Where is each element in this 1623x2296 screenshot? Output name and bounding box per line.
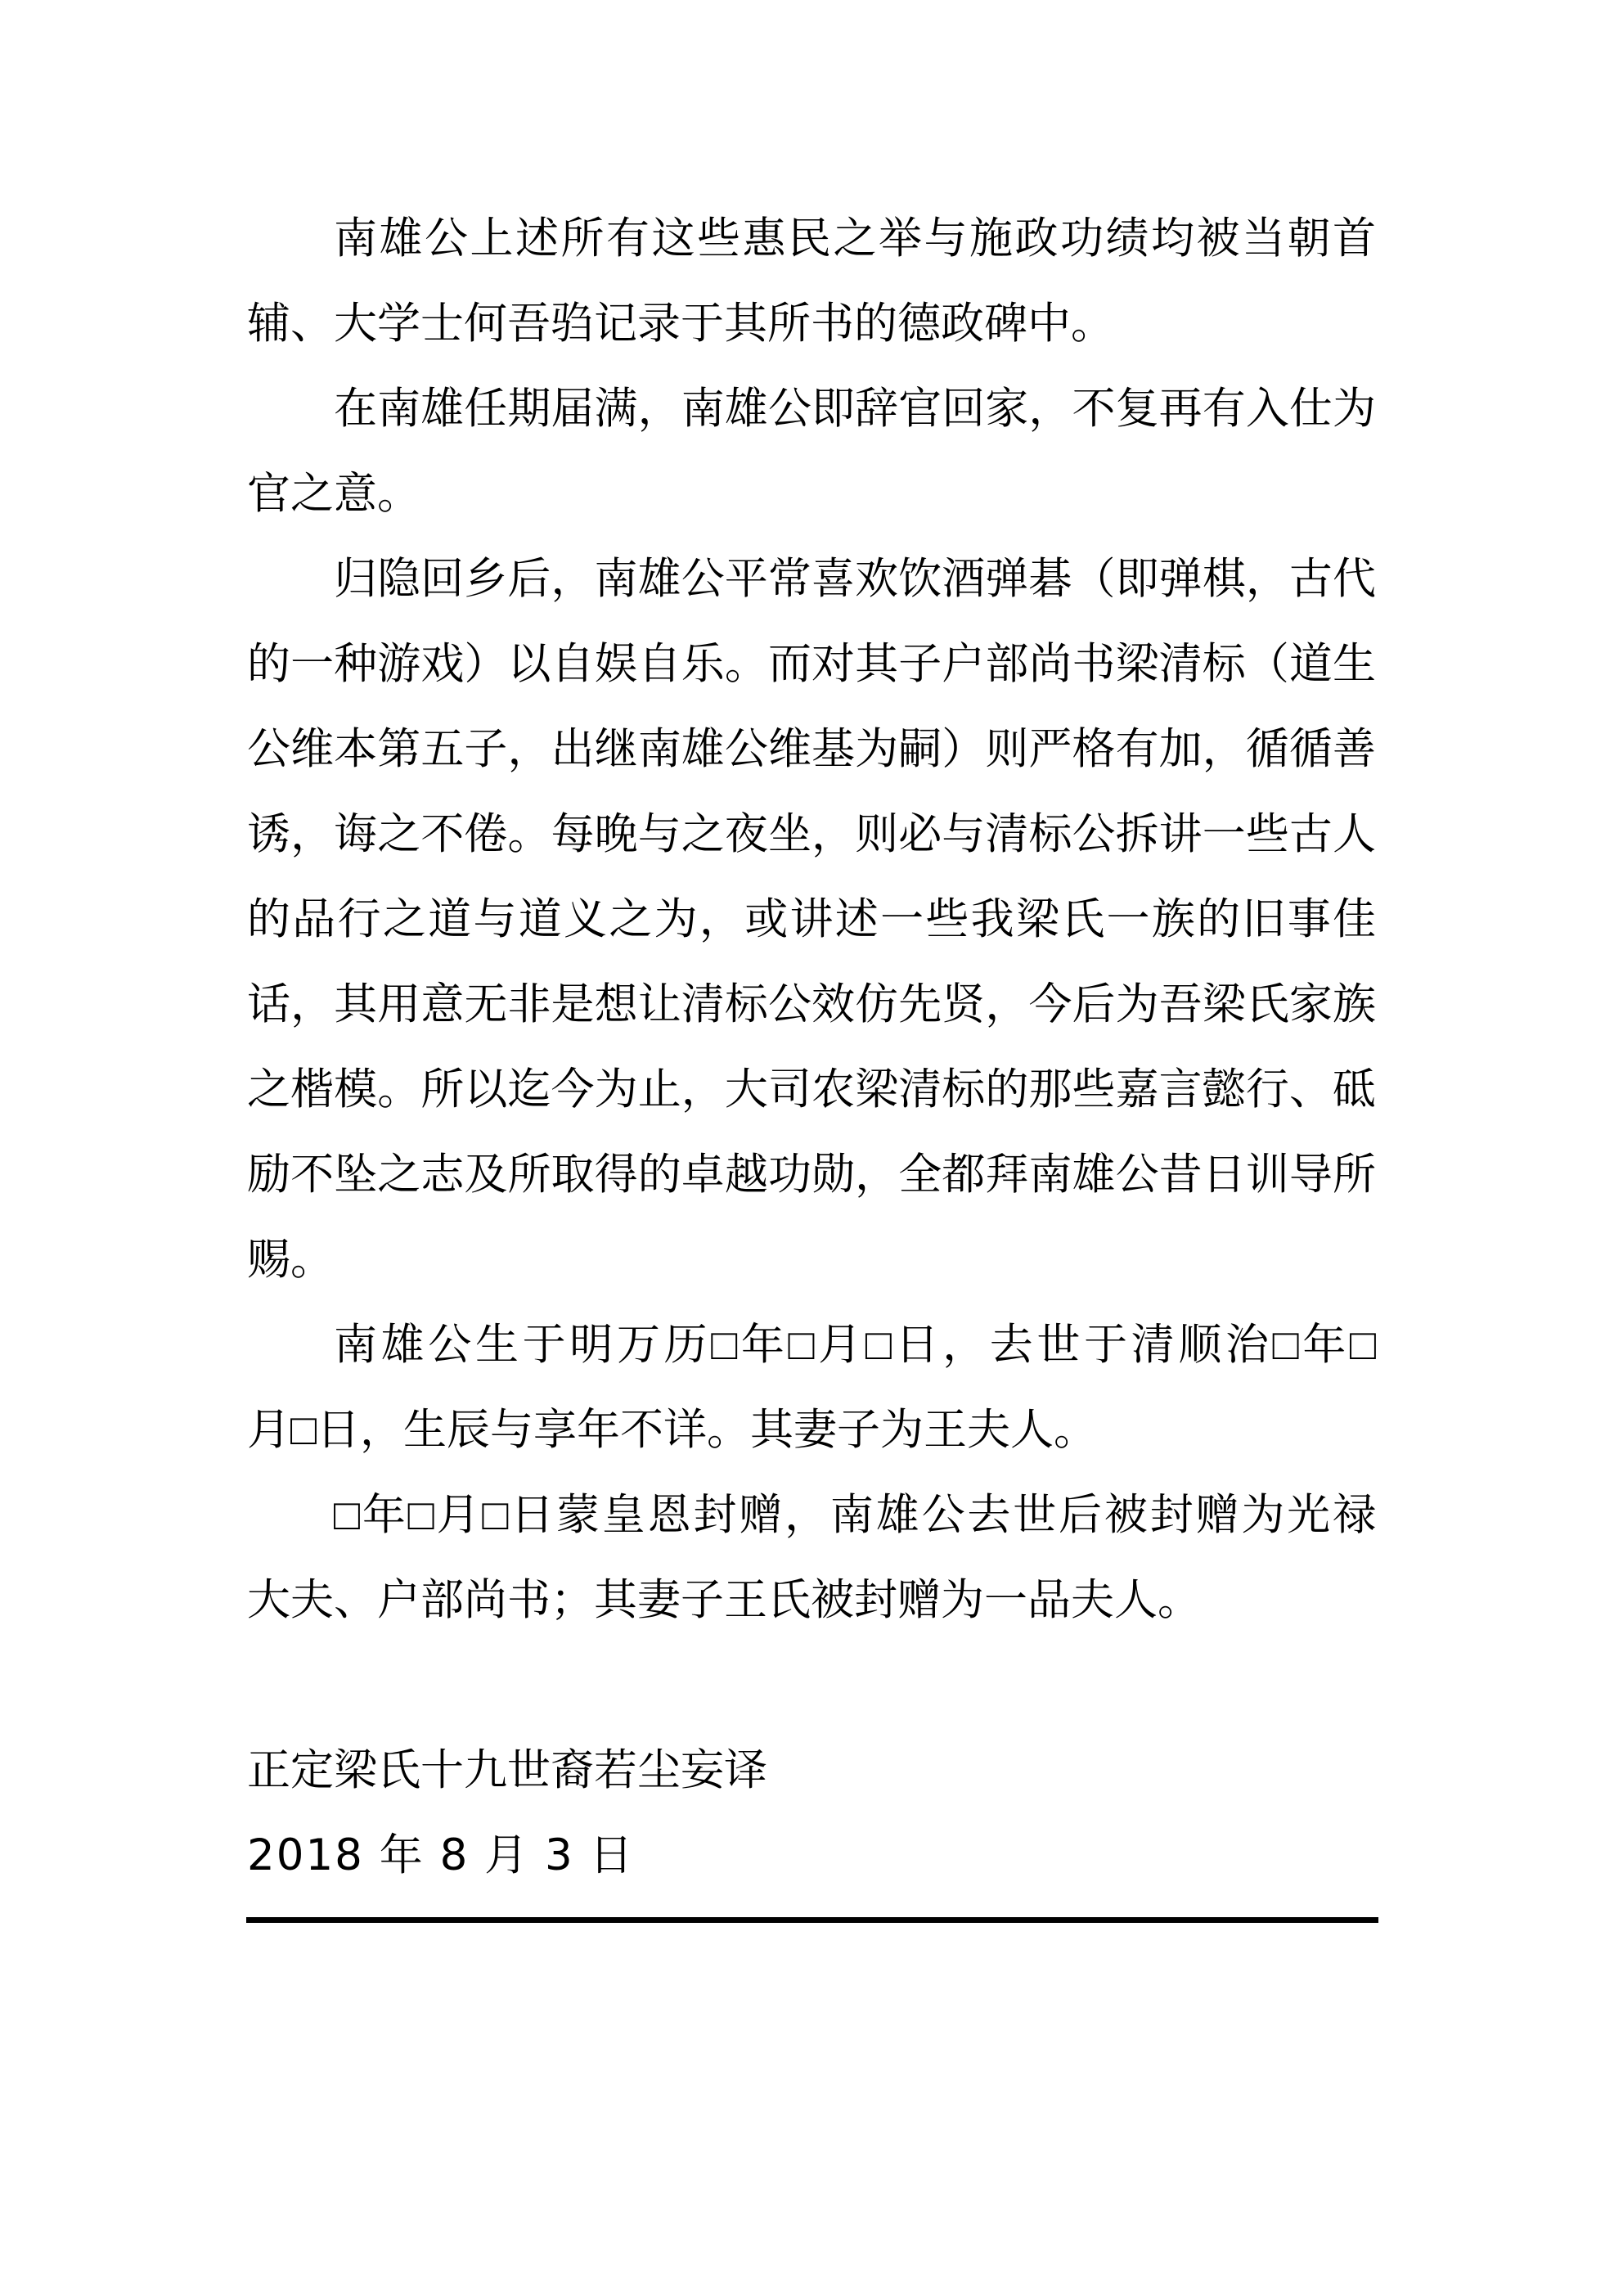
body-text-line: 月□日，生辰与享年不详。其妻子为王夫人。: [247, 1407, 1098, 1454]
body-text-line: □年□月□日蒙皇恩封赠，南雄公去世后被封赠为光禄: [334, 1492, 1376, 1539]
translator-signature: 正定梁氏十九世裔若尘妄译: [247, 1747, 767, 1794]
body-text-line: 励不坠之志及所取得的卓越功勋，全都拜南雄公昔日训导所: [247, 1151, 1376, 1199]
body-text-line: 之楷模。所以迄今为止，大司农梁清标的那些嘉言懿行、砥: [247, 1066, 1376, 1114]
body-text-line: 南雄公上述所有这些惠民之举与施政功绩均被当朝首: [334, 215, 1376, 263]
body-text-line: 赐。: [247, 1236, 334, 1284]
body-text-line: 归隐回乡后，南雄公平常喜欢饮酒弹碁（即弹棋，古代: [334, 556, 1376, 603]
body-text-line: 大夫、户部尚书；其妻子王氏被封赠为一品夫人。: [247, 1577, 1201, 1624]
body-text-line: 辅、大学士何吾驺记录于其所书的德政碑中。: [247, 300, 1114, 348]
body-text-line: 的品行之道与道义之为，或讲述一些我梁氏一族的旧事佳: [247, 896, 1376, 943]
body-text-line: 官之意。: [247, 470, 420, 518]
document-body: [247, 196, 1376, 1643]
body-text-line: 诱，诲之不倦。每晚与之夜坐，则必与清标公拆讲一些古人: [247, 811, 1376, 858]
body-text-line: 的一种游戏）以自娱自乐。而对其子户部尚书梁清标（道生: [247, 641, 1376, 688]
footer-rule: [246, 1917, 1378, 1923]
translation-date: 2018 年 8 月 3 日: [247, 1830, 635, 1880]
body-text-line: 南雄公生于明万历□年□月□日，去世于清顺治□年□: [334, 1321, 1376, 1369]
body-text-line: 在南雄任期届满，南雄公即辞官回家，不复再有入仕为: [334, 385, 1376, 433]
body-text-line: 公维本第五子，出继南雄公维基为嗣）则严格有加，循循善: [247, 726, 1376, 773]
body-text-line: 话，其用意无非是想让清标公效仿先贤，今后为吾梁氏家族: [247, 981, 1376, 1029]
